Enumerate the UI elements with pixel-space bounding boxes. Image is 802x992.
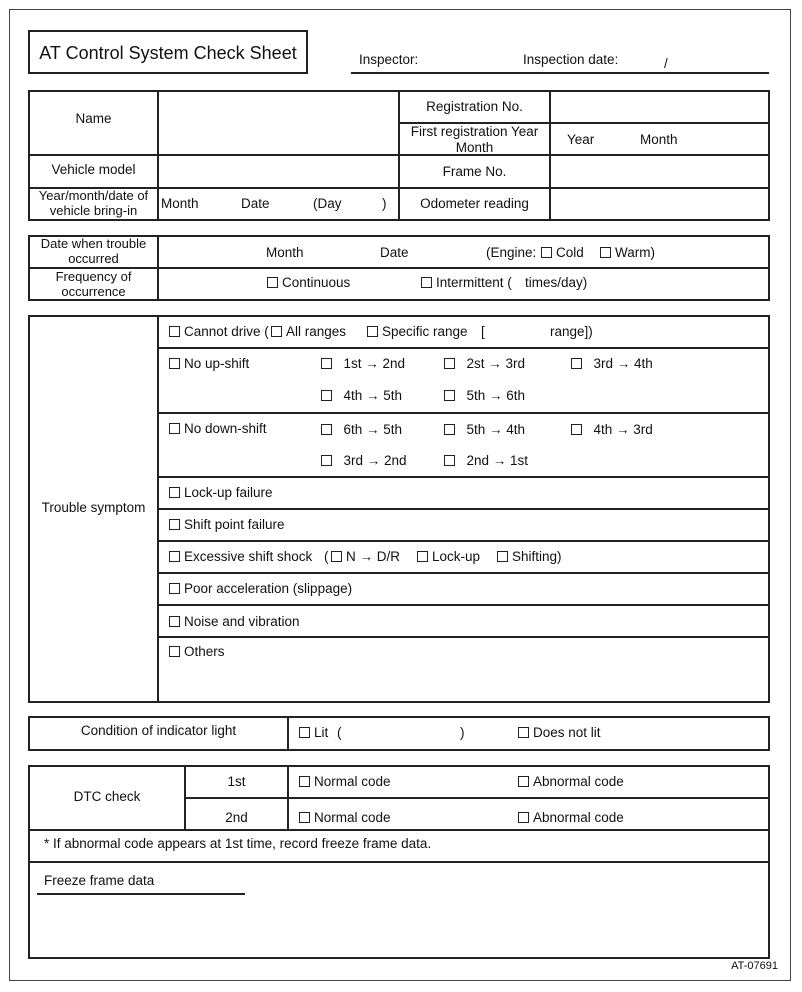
checkbox-icon (169, 326, 180, 337)
lit-open: ( (337, 725, 342, 740)
table-line (28, 861, 770, 863)
lockup-failure-label: Lock-up failure (184, 485, 273, 500)
inspection-date-label: Inspection date: (523, 52, 619, 67)
normal-code-label: Normal code (314, 810, 391, 825)
engine-cold-option[interactable] (541, 245, 584, 261)
table-line (287, 716, 289, 751)
range-close: range]) (550, 324, 593, 339)
registration-no-label: Registration No. (426, 99, 523, 114)
table-line (157, 508, 770, 510)
lit-label: Lit (314, 725, 329, 740)
no-upshift-option[interactable] (169, 356, 249, 372)
checkbox-icon (299, 812, 310, 823)
freeze-frame-field[interactable] (30, 897, 768, 957)
frame-no-field[interactable] (551, 156, 768, 186)
upshift-3-4-option[interactable] (571, 356, 653, 372)
checkbox-icon (571, 424, 582, 435)
upshift-2-3-option[interactable] (444, 356, 525, 372)
noise-vibration-option[interactable] (169, 614, 300, 630)
bring-in-month: Month (161, 196, 199, 211)
table-line (157, 604, 770, 606)
downshift-2-1-option[interactable] (444, 453, 528, 469)
dtc-second-normal-option[interactable] (299, 810, 391, 826)
checkbox-icon (421, 277, 432, 288)
upshift-2-3-label: 2st → 3rd (466, 356, 526, 371)
checkbox-icon (518, 812, 529, 823)
frequency-label: Frequency of occurrence (55, 269, 132, 299)
checkbox-icon (169, 583, 180, 594)
registration-no-field[interactable] (551, 92, 768, 121)
occurred-date: Date (380, 245, 409, 260)
first-reg-year: Year (567, 132, 595, 147)
downshift-3-2-option[interactable] (321, 453, 407, 469)
checkbox-icon (169, 487, 180, 498)
engine-warm-option[interactable] (600, 245, 655, 261)
checkbox-icon (299, 776, 310, 787)
checkbox-icon (367, 326, 378, 337)
upshift-4-5-option[interactable] (321, 388, 402, 404)
bring-in-day-open: (Day (313, 196, 342, 211)
upshift-4-5-label: 4th → 5th (343, 388, 403, 403)
lit-option[interactable] (299, 725, 328, 741)
not-lit-label: Does not lit (533, 725, 601, 740)
figure-code: AT-07691 (731, 960, 778, 972)
lit-close: ) (460, 725, 465, 740)
table-line (28, 829, 770, 831)
not-lit-option[interactable] (518, 725, 601, 741)
downshift-6-5-label: 6th → 5th (343, 422, 403, 437)
cannot-drive-label: Cannot drive ( (184, 324, 269, 339)
first-reg-month: Month (640, 132, 678, 147)
checkbox-icon (169, 551, 180, 562)
dtc-first-normal-option[interactable] (299, 774, 391, 790)
bring-in-date: Date (241, 196, 270, 211)
table-line (157, 347, 770, 349)
shock-lockup-option[interactable] (417, 549, 480, 565)
warm-label: Warm) (615, 245, 655, 260)
bring-in-day-close: ) (382, 196, 387, 211)
upshift-1-2-option[interactable] (321, 356, 405, 372)
abnormal-code-label: Abnormal code (533, 810, 624, 825)
range-open: [ (481, 324, 485, 339)
trouble-symptom-label: Trouble symptom (41, 500, 146, 515)
dtc-note: * If abnormal code appears at 1st time, record freeze frame data. (44, 836, 432, 851)
vehicle-model-label: Vehicle model (51, 162, 136, 177)
shift-point-failure-option[interactable] (169, 517, 285, 533)
shock-shifting-option[interactable] (497, 549, 562, 565)
checkbox-icon (299, 727, 310, 738)
downshift-2-1-label: 2nd → 1st (466, 453, 529, 468)
upshift-5-6-option[interactable] (444, 388, 525, 404)
bring-in-label: Year/month/date of vehicle bring-in (38, 188, 149, 218)
downshift-4-3-option[interactable] (571, 422, 653, 438)
checkbox-icon (321, 358, 332, 369)
no-downshift-label: No down-shift (184, 421, 267, 436)
first-registration-label: First registration Year Month (410, 124, 539, 155)
checkbox-icon (518, 776, 529, 787)
name-field[interactable] (159, 92, 397, 153)
table-line (157, 636, 770, 638)
no-upshift-label: No up-shift (184, 356, 250, 371)
checkbox-icon (169, 358, 180, 369)
checkbox-icon (417, 551, 428, 562)
shock-nd-option[interactable] (331, 549, 400, 565)
upshift-1-2-label: 1st → 2nd (343, 356, 406, 371)
specific-range-label: Specific range (382, 324, 468, 339)
all-ranges-label: All ranges (286, 324, 347, 339)
downshift-5-4-label: 5th → 4th (466, 422, 526, 437)
table-line (157, 540, 770, 542)
checkbox-icon (497, 551, 508, 562)
excessive-shock-label: Excessive shift shock (184, 549, 313, 564)
others-label: Others (184, 644, 225, 659)
downshift-6-5-option[interactable] (321, 422, 402, 438)
upshift-3-4-label: 3rd → 4th (593, 356, 653, 371)
table-line (157, 412, 770, 414)
page-title: AT Control System Check Sheet (39, 43, 297, 63)
vehicle-model-field[interactable] (159, 156, 397, 186)
checkbox-icon (541, 247, 552, 258)
checkbox-icon (271, 326, 282, 337)
upshift-5-6-label: 5th → 6th (466, 388, 526, 403)
checkbox-icon (267, 277, 278, 288)
intermittent-label: Intermittent ( (436, 275, 512, 290)
date-occurred-label: Date when trouble occurred (40, 236, 147, 266)
checkbox-icon (600, 247, 611, 258)
shock-shifting-label: Shifting) (512, 549, 562, 564)
cannot-drive-option[interactable] (169, 324, 269, 340)
odometer-label: Odometer reading (420, 196, 529, 211)
shift-point-failure-label: Shift point failure (184, 517, 285, 532)
downshift-5-4-option[interactable] (444, 422, 525, 438)
checkbox-icon (321, 424, 332, 435)
occurred-month: Month (266, 245, 304, 260)
inspection-date-slash: / (664, 56, 668, 71)
cold-label: Cold (556, 245, 584, 260)
title-box (28, 30, 308, 74)
engine-label: (Engine: (486, 245, 537, 260)
continuous-option[interactable] (267, 275, 350, 291)
header-underline (351, 72, 769, 74)
excessive-shock-option[interactable] (169, 549, 312, 565)
others-option[interactable] (169, 644, 225, 660)
dtc-second-label: 2nd (225, 810, 248, 825)
indicator-light-label: Condition of indicator light (80, 723, 237, 738)
poor-acceleration-label: Poor acceleration (slippage) (184, 581, 353, 596)
abnormal-code-label: Abnormal code (533, 774, 624, 789)
checkbox-icon (169, 423, 180, 434)
dtc-first-abnormal-option[interactable] (518, 774, 624, 790)
poor-acceleration-option[interactable] (169, 581, 352, 597)
dtc-second-abnormal-option[interactable] (518, 810, 624, 826)
normal-code-label: Normal code (314, 774, 391, 789)
checkbox-icon (444, 390, 455, 401)
lockup-failure-option[interactable] (169, 485, 273, 501)
checkbox-icon (518, 727, 529, 738)
table-line (184, 797, 770, 799)
times-per-day-label: times/day) (525, 275, 588, 290)
dtc-first-label: 1st (227, 774, 246, 789)
checkbox-icon (169, 616, 180, 627)
no-downshift-option[interactable] (169, 421, 267, 437)
checkbox-icon (169, 646, 180, 657)
inspector-label: Inspector: (359, 52, 419, 67)
downshift-4-3-label: 4th → 3rd (593, 422, 653, 437)
shock-lockup-label: Lock-up (432, 549, 481, 564)
checkbox-icon (321, 455, 332, 466)
specific-range-option[interactable] (367, 324, 468, 340)
table-line (157, 476, 770, 478)
freeze-frame-underline (37, 893, 245, 895)
shock-nd-label: N → D/R (346, 549, 400, 564)
frame-no-label: Frame No. (442, 164, 507, 179)
checkbox-icon (571, 358, 582, 369)
continuous-label: Continuous (282, 275, 351, 290)
freeze-frame-label: Freeze frame data (44, 873, 155, 888)
shock-open: ( (324, 549, 329, 564)
table-line (157, 572, 770, 574)
odometer-field[interactable] (551, 189, 768, 219)
name-label: Name (75, 111, 112, 126)
dtc-check-label: DTC check (73, 789, 141, 804)
intermittent-option[interactable] (421, 275, 512, 291)
checkbox-icon (321, 390, 332, 401)
checkbox-icon (444, 424, 455, 435)
checkbox-icon (444, 358, 455, 369)
downshift-3-2-label: 3rd → 2nd (343, 453, 407, 468)
checkbox-icon (331, 551, 342, 562)
all-ranges-option[interactable] (271, 324, 346, 340)
checkbox-icon (444, 455, 455, 466)
checkbox-icon (169, 519, 180, 530)
noise-vibration-label: Noise and vibration (184, 614, 300, 629)
